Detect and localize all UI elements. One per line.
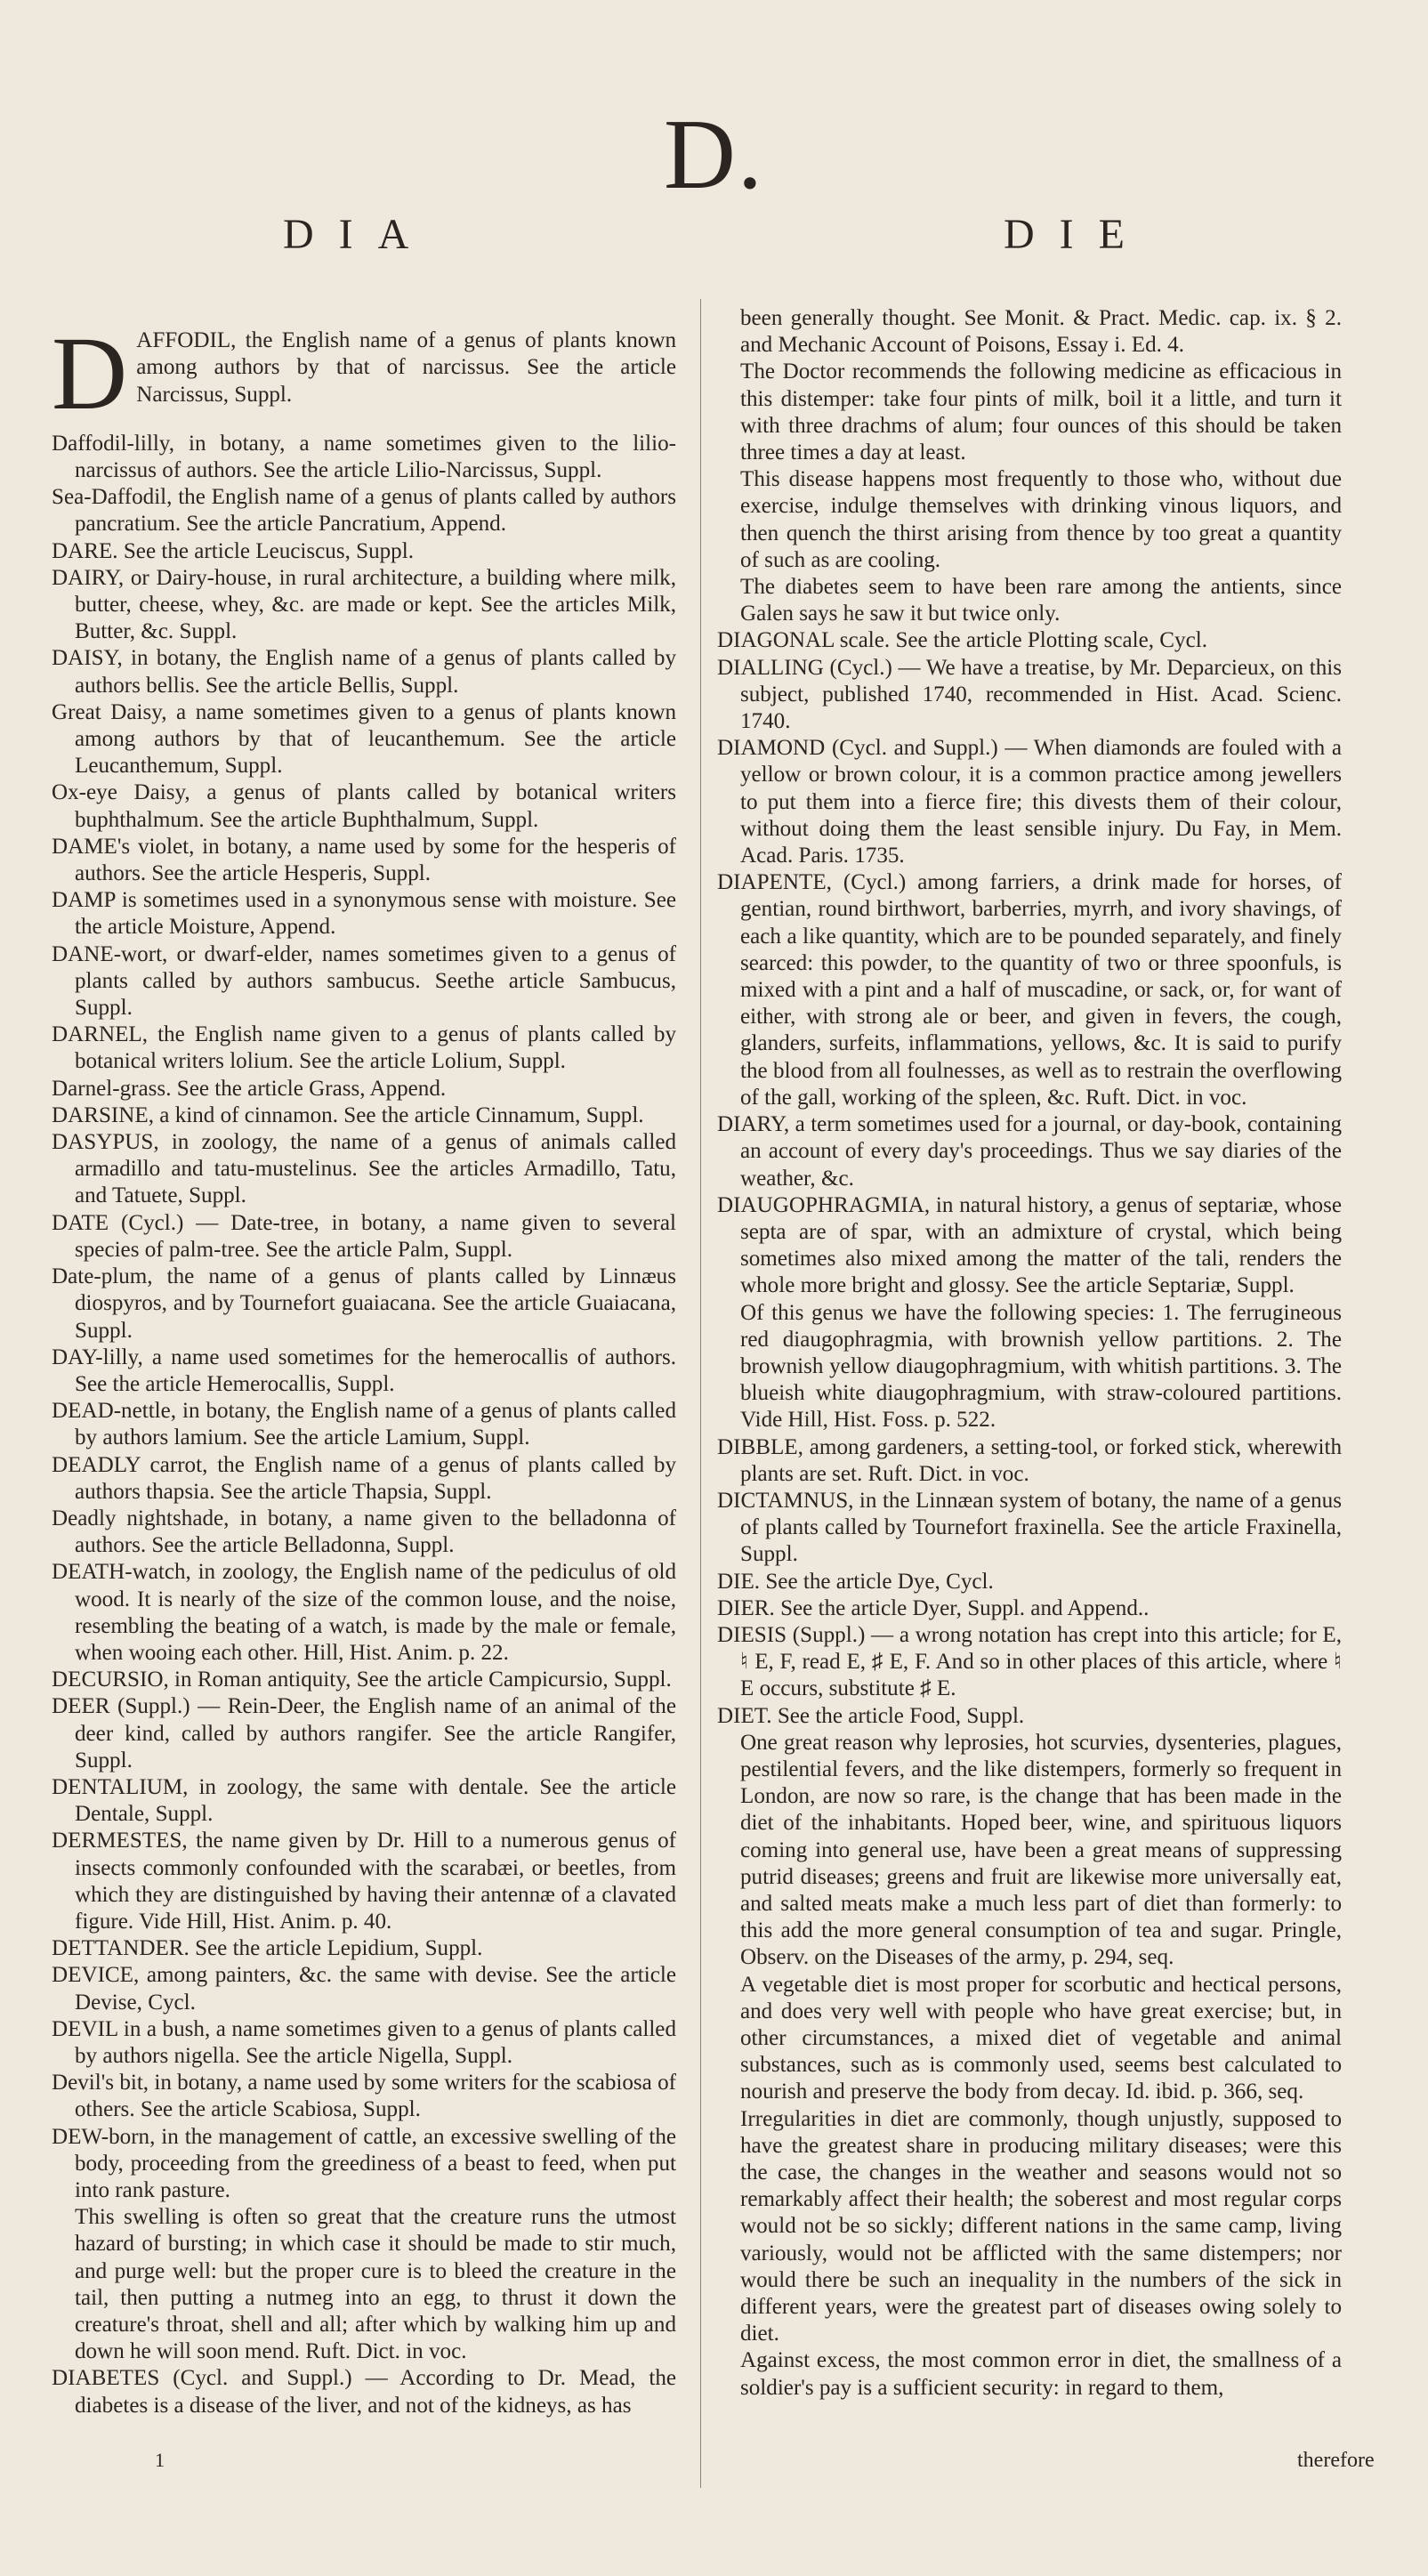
right-column — [717, 305, 1342, 2402]
entry-daffodil — [52, 315, 676, 432]
entry: Daffodil-lilly, in botany, a name sometimes given to the lilio-narcissus of authors. See the article Lilio-Narcissus, Suppl. — [52, 431, 676, 482]
paragraph: Of this genus we have the following species: 1. The ferrugineous red diaugophragmia, with brownish yellow partitions. 2. The brownish yellow diaugophragmium, with whitish partitions. 3. The blueish white diaugophragmium, with straw-coloured partitions. Vide Hill, Hist. Foss. p. 522. — [740, 1300, 1342, 1433]
entry: DIER. See the article Dyer, Suppl. and Append.. — [717, 1595, 1150, 1620]
paragraph: One great reason why leprosies, hot scurvies, dysenteries, plagues, pestilential fevers, and the like distempers, formerly so frequent in London, are now so rare, is the change that has been made in the diet of the inhabitants. Hoped beer, wine, and spirituous liquors coming into general use, have been a great means of suppressing putrid diseases; greens and fruit are likewise more universally eat, and salted meats make a much less part of diet than formerly: to this add the more general consumption of tea and sugar. Pringle, Observ. on the Diseases of the army, p. 294, seq. — [740, 1730, 1342, 1970]
running-head-right: DIE — [1004, 211, 1150, 258]
entry: DEATH-watch, in zoology, the English name of the pediculus of old wood. It is nearly of the size of the common louse, and the noise, resembling the beating of a watch, is made by the male or female, when wooing each other. Hill, Hist. Anim. p. 22. — [52, 1560, 676, 1665]
entry: DAME's violet, in botany, a name used by some for the hesperis of authors. See the article Hesperis, Suppl. — [52, 834, 676, 886]
entry: Darnel-grass. See the article Grass, Append. — [52, 1076, 447, 1101]
paragraph: This disease happens most frequently to those who, without due exercise, indulge themselves with drinking vinous liquors, and then quench the thirst arising from thence by too great a quantity of such as are cooling. — [740, 467, 1342, 572]
entry: DAIRY, or Dairy-house, in rural architecture, a building where milk, butter, cheese, whey, &c. are made or kept. See the articles Milk, Butter, &c. Suppl. — [52, 565, 676, 644]
running-head-left: DIA — [283, 211, 434, 258]
entry: DEVICE, among painters, &c. the same with devise. See the article Devise, Cycl. — [52, 1963, 676, 2015]
entry: DARNEL, the English name given to a genus of plants called by botanical writers lolium. See the article Lolium, Suppl. — [52, 1022, 676, 1074]
entry: DEVIL in a bush, a name sometimes given to a genus of plants called by authors nigella. See the article Nigella, Suppl. — [52, 2016, 676, 2068]
entry: DEADLY carrot, the English name of a genus of plants called by authors thapsia. See the article Thapsia, Suppl. — [52, 1452, 676, 1504]
entry: DATE (Cycl.) — Date-tree, in botany, a name given to several species of palm-tree. See the article Palm, Suppl. — [52, 1210, 676, 1262]
entry: DIABETES (Cycl. and Suppl.) — According to Dr. Mead, the diabetes is a disease of the liver, and not of the kidneys, as has — [52, 2366, 676, 2418]
entry: DIBBLE, among gardeners, a setting-tool, or forked stick, wherewith plants are set. Ruft. Dict. in voc. — [717, 1434, 1342, 1486]
drop-cap: D — [52, 315, 128, 432]
entry: DIALLING (Cycl.) — We have a treatise, by Mr. Deparcieux, on this subject, published 1740, recommended in Hist. Acad. Scienc. 1740. — [717, 655, 1342, 734]
entry: DAISY, in botany, the English name of a genus of plants called by authors bellis. See the article Bellis, Suppl. — [52, 646, 676, 698]
entry: DENTALIUM, in zoology, the same with dentale. See the article Dentale, Suppl. — [52, 1774, 676, 1827]
entry: DARE. See the article Leuciscus, Suppl. — [52, 538, 414, 563]
entry: DEER (Suppl.) — Rein-Deer, the English name of an animal of the deer kind, called by authors rangifer. See the article Rangifer, Suppl. — [52, 1694, 676, 1773]
entry-text: AFFODIL, the English name of a genus of plants known among authors by that of narcissus. See the article Narcissus, Suppl. — [136, 328, 676, 407]
entry: DASYPUS, in zoology, the name of a genus of animals called armadillo and tatu-mustelinus. See the articles Armadillo, Tatu, and Tatuete, Suppl. — [52, 1130, 676, 1208]
entry: DEW-born, in the management of cattle, an excessive swelling of the body, proceeding from the greediness of a beast to feed, when put into rank pasture. — [52, 2124, 676, 2202]
entry: DIAMOND (Cycl. and Suppl.) — When diamonds are fouled with a yellow or brown colour, it is a common practice among jewellers to put them into a fierce fire; this divests them of their colour, without doing them the least sensible injury. Du Fay, in Mem. Acad. Paris. 1735. — [717, 736, 1342, 868]
entry: Deadly nightshade, in botany, a name given to the belladonna of authors. See the article Belladonna, Suppl. — [52, 1506, 676, 1558]
entry: DIE. See the article Dye, Cycl. — [717, 1569, 994, 1594]
catchword: therefore — [1297, 2449, 1375, 2472]
page-number: 1 — [155, 2449, 165, 2471]
entry: DIET. See the article Food, Suppl. — [717, 1703, 1025, 1728]
entry: DECURSIO, in Roman antiquity, See the article Campicursio, Suppl. — [52, 1668, 672, 1692]
paragraph: been generally thought. See Monit. & Pract. Medic. cap. ix. § 2. and Mechanic Account of Poisons, Essay i. Ed. 4. — [740, 306, 1342, 358]
entry: Sea-Daffodil, the English name of a genus of plants called by authors pancratium. See the article Pancratium, Append. — [52, 485, 676, 537]
entry: DEAD-nettle, in botany, the English name of a genus of plants called by authors lamium. See the article Lamium, Suppl. — [52, 1399, 676, 1450]
paragraph: The Doctor recommends the following medicine as efficacious in this distemper: take four pints of milk, boil it a little, and turn it with three drachms of alum; four ounces of this should be taken three times a day at least. — [740, 359, 1342, 465]
paragraph: A vegetable diet is most proper for scorbutic and hectical persons, and does very well with people who have great exercise; but, in other circumstances, a mixed diet of vegetable and animal substances, such as is commonly used, seems best calculated to nourish and preserve the body from decay. Id. ibid. p. 366, seq. — [740, 1972, 1342, 2104]
paragraph: Against excess, the most common error in diet, the smallness of a soldier's pay is a sufficient security: in regard to them, — [740, 2348, 1342, 2400]
paragraph: Irregularities in diet are commonly, though unjustly, supposed to have the greatest share in producing military diseases; were this the case, the changes in the weather and seasons would not so remarkably affect their health; the soberest and most regular corps would not be so sickly; different nations in the same camp, living variously, would not be afflicted with the same distempers; nor would there be such an inequality in the numbers of the sick in different years, were the greatest part of diseases owing solely to diet. — [740, 2106, 1342, 2346]
paragraph: The diabetes seem to have been rare among the antients, since Galen says he saw it but twice only. — [740, 575, 1342, 626]
entry: DANE-wort, or dwarf-elder, names sometimes given to a genus of plants called by authors sambucus. Seethe article Sambucus, Suppl. — [52, 941, 676, 1021]
entry: DIAGONAL scale. See the article Plotting scale, Cycl. — [717, 628, 1207, 653]
entry: Ox-eye Daisy, a genus of plants called by botanical writers buphthalmum. See the article Buphthalmum, Suppl. — [52, 780, 676, 832]
entry: DERMESTES, the name given by Dr. Hill to a numerous genus of insects commonly confounded with the scarabæi, or beetles, from which they are distinguished by having their antennæ of a clavated figure. Vide Hill, Hist. Anim. p. 40. — [52, 1829, 676, 1934]
entry: DARSINE, a kind of cinnamon. See the article Cinnamum, Suppl. — [52, 1102, 644, 1127]
entry: DAY-lilly, a name used sometimes for the hemerocallis of authors. See the article Hemerocallis, Suppl. — [52, 1345, 676, 1396]
entry: Date-plum, the name of a genus of plants called by Linnæus diospyros, and by Tournefort guaiacana. See the article Guaiacana, Suppl. — [52, 1264, 676, 1343]
paragraph: This swelling is often so great that the creature runs the utmost hazard of bursting; in which case it should be made to stir much, and purge well: but the proper cure is to bleed the creature in the tail, then putting a nutmeg into an egg, to thrust it down the creature's throat, shell and all; after which by walking him up and down he will soon mend. Ruft. Dict. in voc. — [75, 2205, 676, 2364]
entry: DAMP is sometimes used in a synonymous sense with moisture. See the article Moisture, Append. — [52, 888, 676, 940]
left-column — [52, 305, 676, 2419]
entry: Great Daisy, a name sometimes given to a genus of plants known among authors by that of leucanthemum. See the article Leucanthemum, Suppl. — [52, 699, 676, 779]
section-letter: D. — [664, 100, 764, 210]
entry: DIESIS (Suppl.) — a wrong notation has crept into this article; for E, ♮ E, F, read E, ♯ E, F. And so in other places of this article, where ♮ E occurs, substitute ♯ E. — [717, 1622, 1342, 1701]
entry: DETTANDER. See the article Lepidium, Suppl. — [52, 1936, 483, 1961]
entry: DICTAMNUS, in the Linnæan system of botany, the name of a genus of plants called by Tournefort fraxinella. See the article Fraxinella, Suppl. — [717, 1488, 1342, 1567]
entry: Devil's bit, in botany, a name used by some writers for the scabiosa of others. See the article Scabiosa, Suppl. — [52, 2071, 676, 2122]
column-rule — [700, 299, 701, 2488]
entry: DIAUGOPHRAGMIA, in natural history, a genus of septariæ, whose septa are of spar, with an admixture of crystal, which being sometimes also mixed among the matter of the tali, renders the whole more bright and glossy. See the article Septariæ, Suppl. — [717, 1192, 1342, 1298]
entry: DIARY, a term sometimes used for a journal, or day-book, containing an account of every day's proceedings. Thus we say diaries of the weather, &c. — [717, 1112, 1342, 1191]
entry: DIAPENTE, (Cycl.) among farriers, a drink made for horses, of gentian, round birthwort, barberries, myrrh, and ivory shavings, of each a like quantity, which are to be pounded separately, and finely searced: this powder, to the quantity of two or three spoonfuls, is mixed with a pint and a half of muscadine, or sack, or, for want of either, with strong ale or beer, and given in fevers, the cough, glanders, surfeits, inflammations, yellows, &c. It is said to purify the blood from all foulnesses, as well as to restrain the overflowing of the gall, working of the spleen, &c. Ruft. Dict. in voc. — [717, 870, 1342, 1110]
